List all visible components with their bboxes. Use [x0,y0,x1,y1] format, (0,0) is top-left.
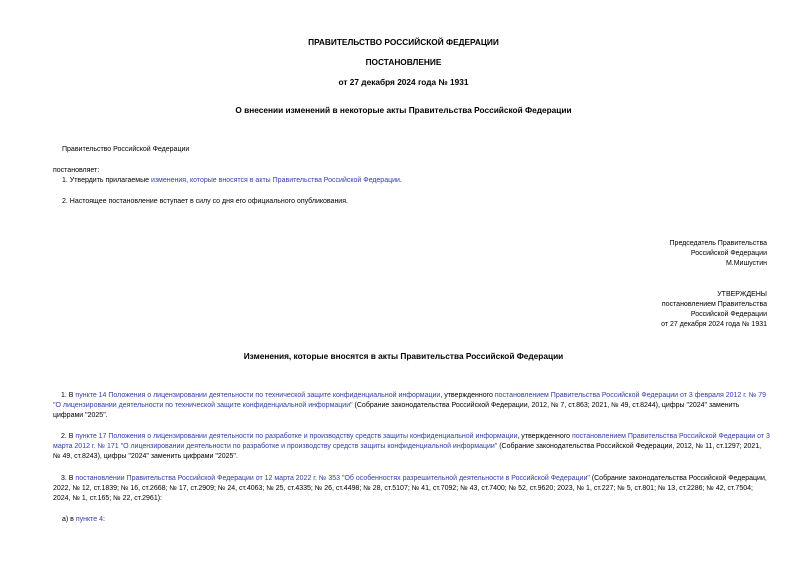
item-1-suffix: . [399,177,402,184]
approved-org: Российской Федерации [690,311,767,318]
change-1-text: , утвержденного [440,392,495,399]
document-date-number: от 27 декабря 2024 года № 1931 [338,77,469,87]
signature-name: М.Мишустин [725,260,767,267]
signature-org: Российской Федерации [690,250,767,257]
change-paragraph-1 [53,391,770,421]
change-1-link-resolution[interactable]: постановлением Правительства Российской Федерации от 3 февраля 2012 г. № 79 "О лицензировании деятельности по технической защите конфиденциальной информации" [53,392,767,409]
change-3-rest: (Собрание законодательства Российской Федерации, 2022, № 12, ст.1839; № 16, ст.2668; № 17, ст.2909; № 24, ст.4063; № 25, ст.4335; № 26, ст.4498; № 28, ст.5107; № 41, ст.7092; № 43, ст.7400; № 52, ст.9620; 2023, № 1, ст.227; № 5, ст.801; № 13, ст.2286; № 42, ст.7504; 2024, № 1, ст.165; № 22, ст.2961): [53,475,767,502]
change-paragraph-2 [53,432,770,462]
change-paragraph-3 [53,474,770,504]
change-2-rest: (Собрание законодательства Российской Федерации, 2012, № 11, ст.1297; 2021, № 49, ст.8243), цифры "2024" заменить цифрами "2025". [53,443,762,460]
signature-position: Председатель Правительства [669,240,767,247]
change-2-text: , утвержденного [517,433,572,440]
item-1-prefix: 1. Утвердить прилагаемые [62,177,151,184]
approved-heading: УТВЕРЖДЕНЫ [717,291,767,298]
change-2-number: 2. В [61,433,76,440]
subitem-a-suffix: : [103,516,105,523]
document-type: ПОСТАНОВЛЕНИЕ [365,57,442,67]
change-1-number: 1. В [61,392,76,399]
approved-date: от 27 декабря 2024 года № 1931 [661,321,767,328]
item-1 [62,176,402,186]
change-3-link-resolution[interactable]: постановлении Правительства Российской Федерации от 12 марта 2022 г. № 353 "Об особенностях разрешительной деятельности в Российской Федерации" [75,475,590,482]
subitem-a [62,515,105,525]
approved-by: постановлением Правительства [661,301,767,308]
change-1-link-clause[interactable]: пункте 14 Положения о лицензировании деятельности по технической защите конфиденциальной информации [75,392,441,399]
subitem-a-prefix: а) в [62,516,76,523]
item-2: 2. Настоящее постановление вступает в силу со дня его официального опубликования. [62,198,348,205]
subitem-a-link[interactable]: пункте 4 [75,516,103,523]
item-1-link[interactable]: изменения, которые вносятся в акты Правительства Российской Федерации [150,177,400,184]
decides-text: постановляет: [53,167,100,174]
changes-title: Изменения, которые вносятся в акты Правительства Российской Федерации [243,351,564,361]
government-heading: ПРАВИТЕЛЬСТВО РОССИЙСКОЙ ФЕДЕРАЦИИ [308,37,499,47]
intro-text: Правительство Российской Федерации [62,146,190,153]
change-1-rest: (Собрание законодательства Российской Федерации, 2012, № 7, ст.863; 2021, № 49, ст.8244), цифры "2024" заменить цифрами "2025". [53,402,740,419]
change-2-link-resolution[interactable]: постановлением Правительства Российской Федерации от 3 марта 2012 г. № 171 "О лицензировании деятельности по разработке и производству средств защиты конфиденциальной информации" [53,433,770,450]
change-3-number: 3. В [61,475,76,482]
change-2-link-clause[interactable]: пункте 17 Положения о лицензировании деятельности по разработке и производству средств защиты конфиденциальной информации [75,433,518,440]
document-title: О внесении изменений в некоторые акты Правительства Российской Федерации [235,105,572,115]
